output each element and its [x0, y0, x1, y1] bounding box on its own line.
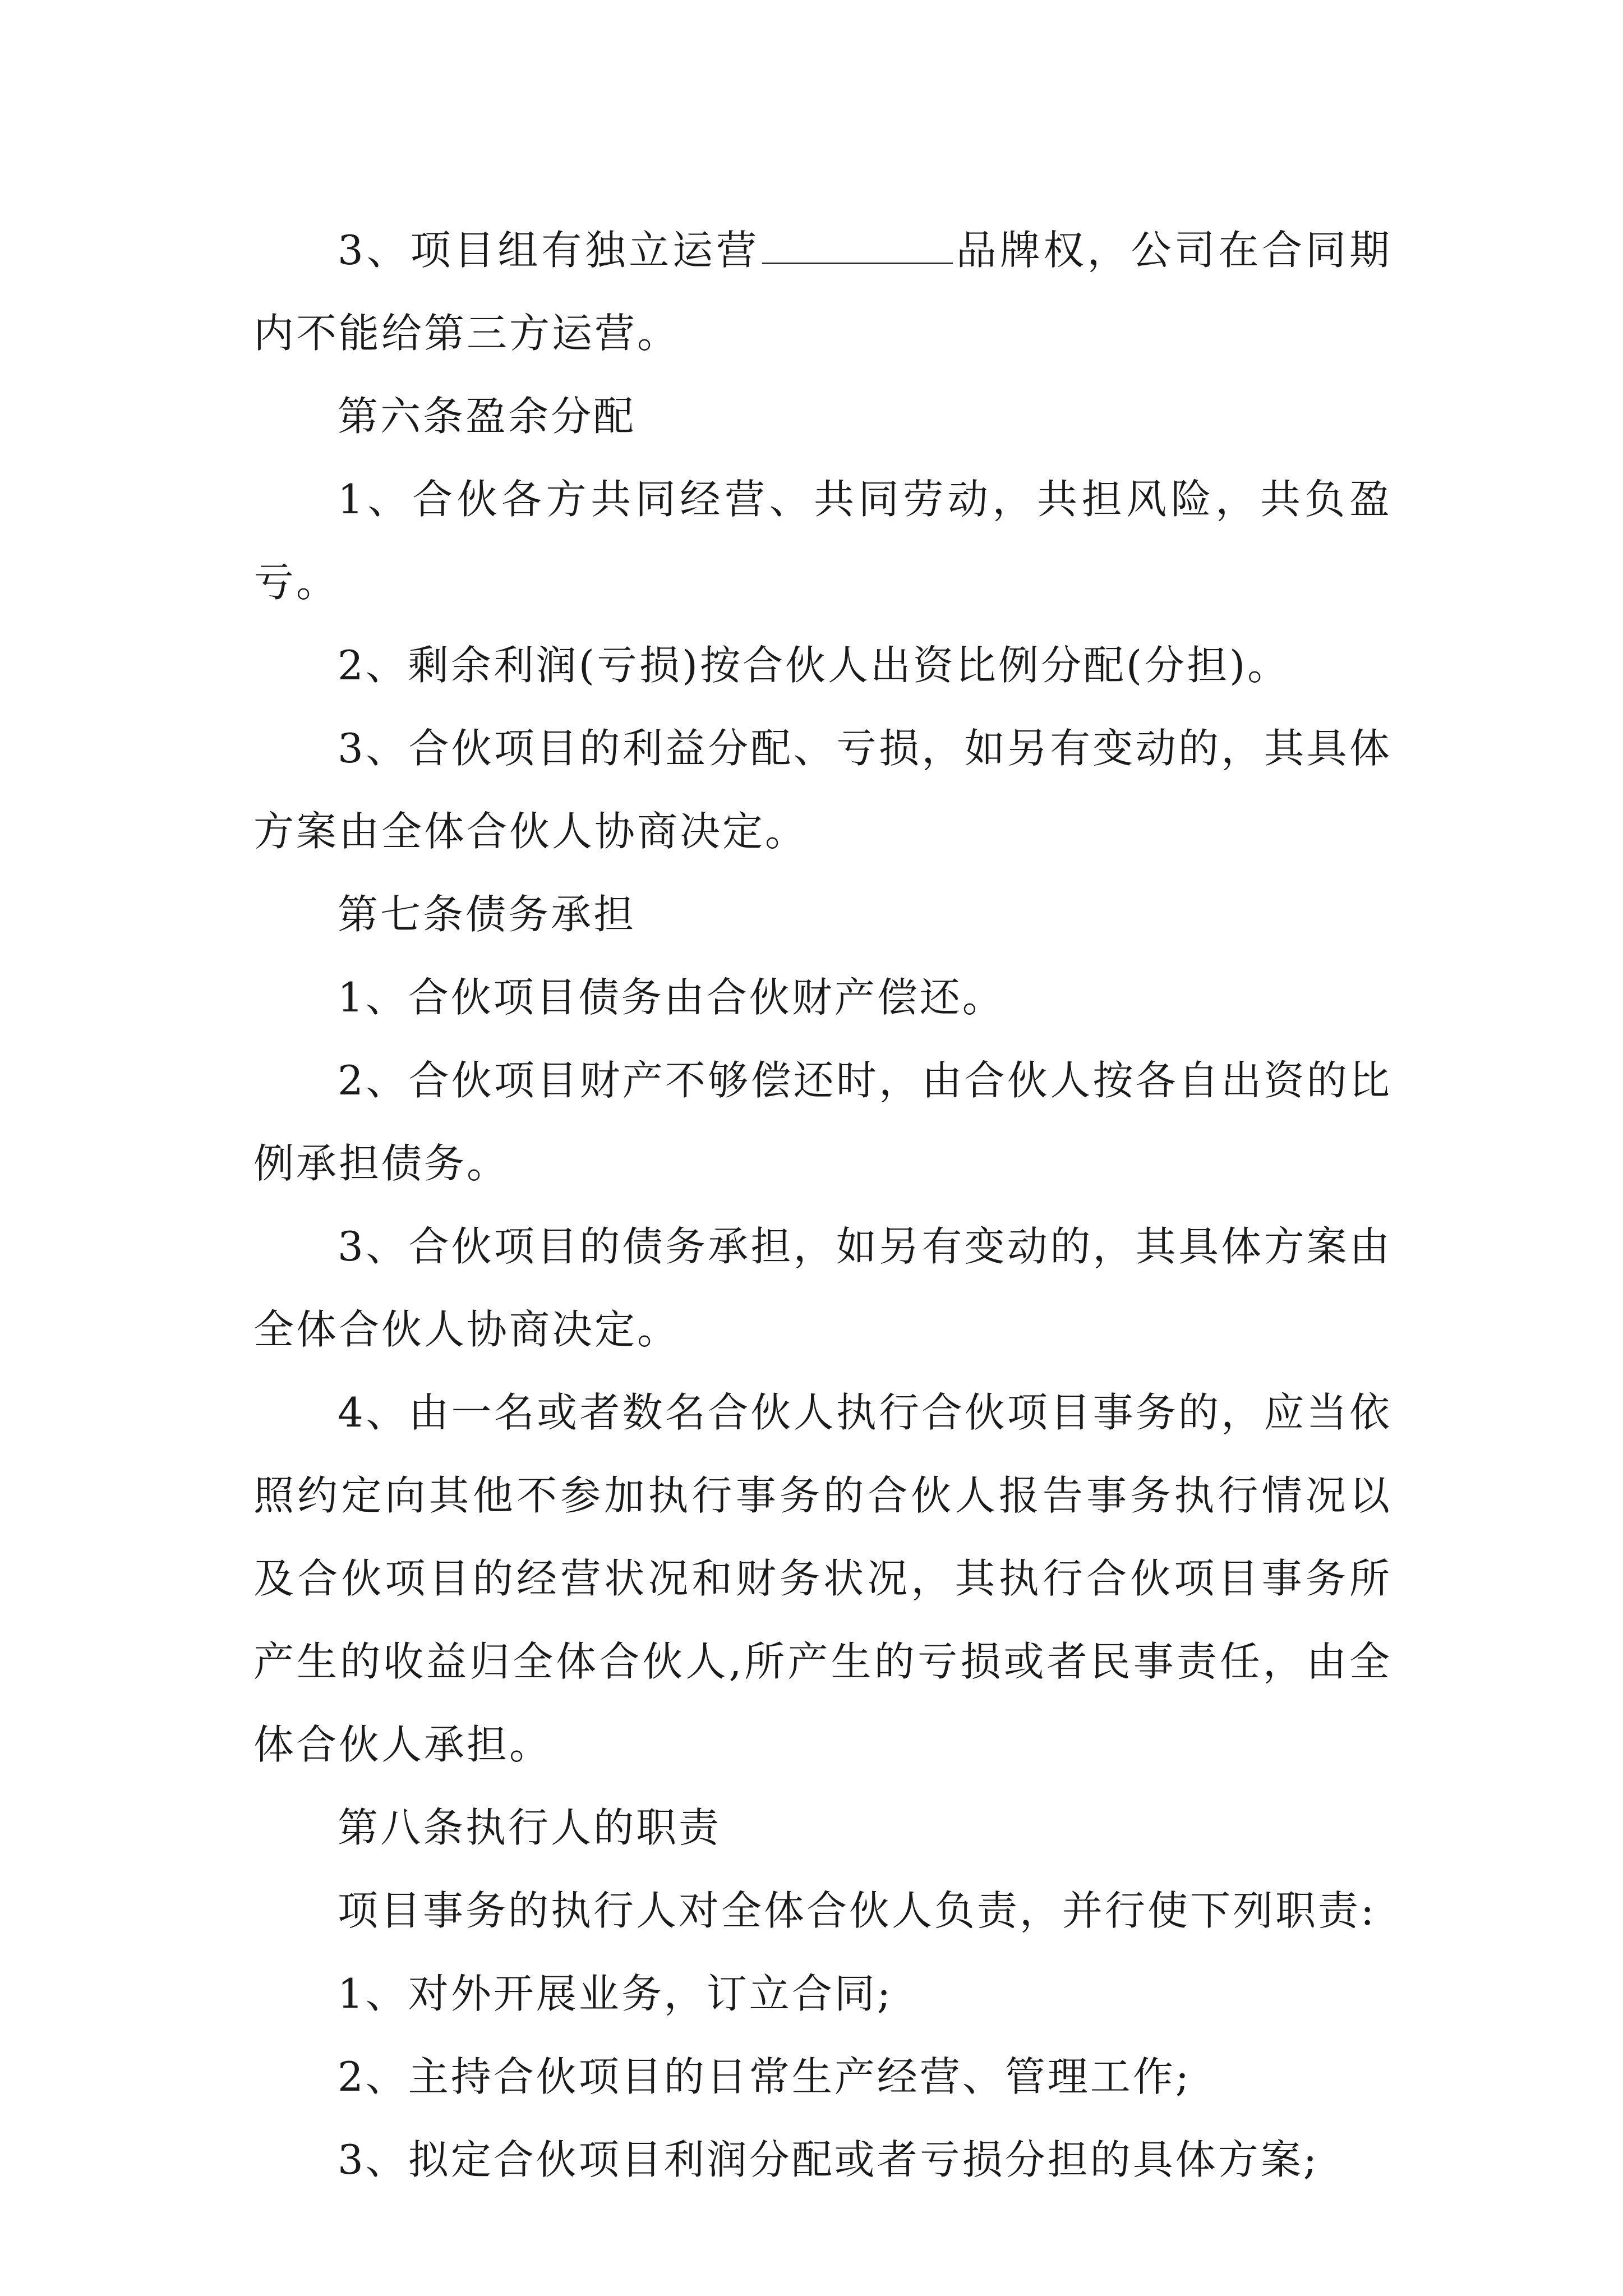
paragraph: 3、合伙项目的利益分配、亏损，如另有变动的，其具体方案由全体合伙人协商决定。 — [253, 725, 1392, 855]
paragraph-text-before-blank: 3、项目组有独立运营 — [338, 227, 760, 274]
document-page — [253, 209, 1392, 2201]
section-heading-debt-bearing: 第七条债务承担 — [338, 891, 637, 938]
paragraph: 4、由一名或者数名合伙人执行合伙项目事务的，应当依照约定向其他不参加执行事务的合伙人报告事务执行情况以及合伙项目的经营状况和财务状况，其执行合伙项目事务所产生的收益归全体合伙人,所产生的亏损或者民事责任，由全体合伙人承担。 — [253, 1389, 1392, 1768]
section-heading-profit-distribution: 第六条盈余分配 — [338, 393, 637, 440]
paragraph: 3、合伙项目的债务承担，如另有变动的，其具体方案由全体合伙人协商决定。 — [253, 1223, 1392, 1353]
paragraph: 2、合伙项目财产不够偿还时，由合伙人按各自出资的比例承担债务。 — [253, 1057, 1392, 1187]
paragraph: 2、剩余利润(亏损)按合伙人出资比例分配(分担)。 — [338, 642, 1290, 689]
section-heading-executor-duties: 第八条执行人的职责 — [338, 1804, 722, 1851]
list-item: 3、拟定合伙项目利润分配或者亏损分担的具体方案; — [338, 2136, 1320, 2183]
fill-in-blank-line — [762, 230, 953, 264]
paragraph: 1、合伙各方共同经营、共同劳动，共担风险，共负盈亏。 — [253, 476, 1392, 606]
list-item: 1、对外开展业务，订立合同; — [338, 1970, 893, 2017]
paragraph-text-after-blank: 品牌权，公司在合同期内不能给第三方运营。 — [253, 227, 1392, 357]
list-item: 2、主持合伙项目的日常生产经营、管理工作; — [338, 2053, 1192, 2100]
paragraph: 1、合伙项目债务由合伙财产偿还。 — [338, 974, 1005, 1021]
paragraph-brand-rights — [253, 209, 1392, 375]
paragraph: 项目事务的执行人对全体合伙人负责，并行使下列职责: — [338, 1887, 1377, 1934]
